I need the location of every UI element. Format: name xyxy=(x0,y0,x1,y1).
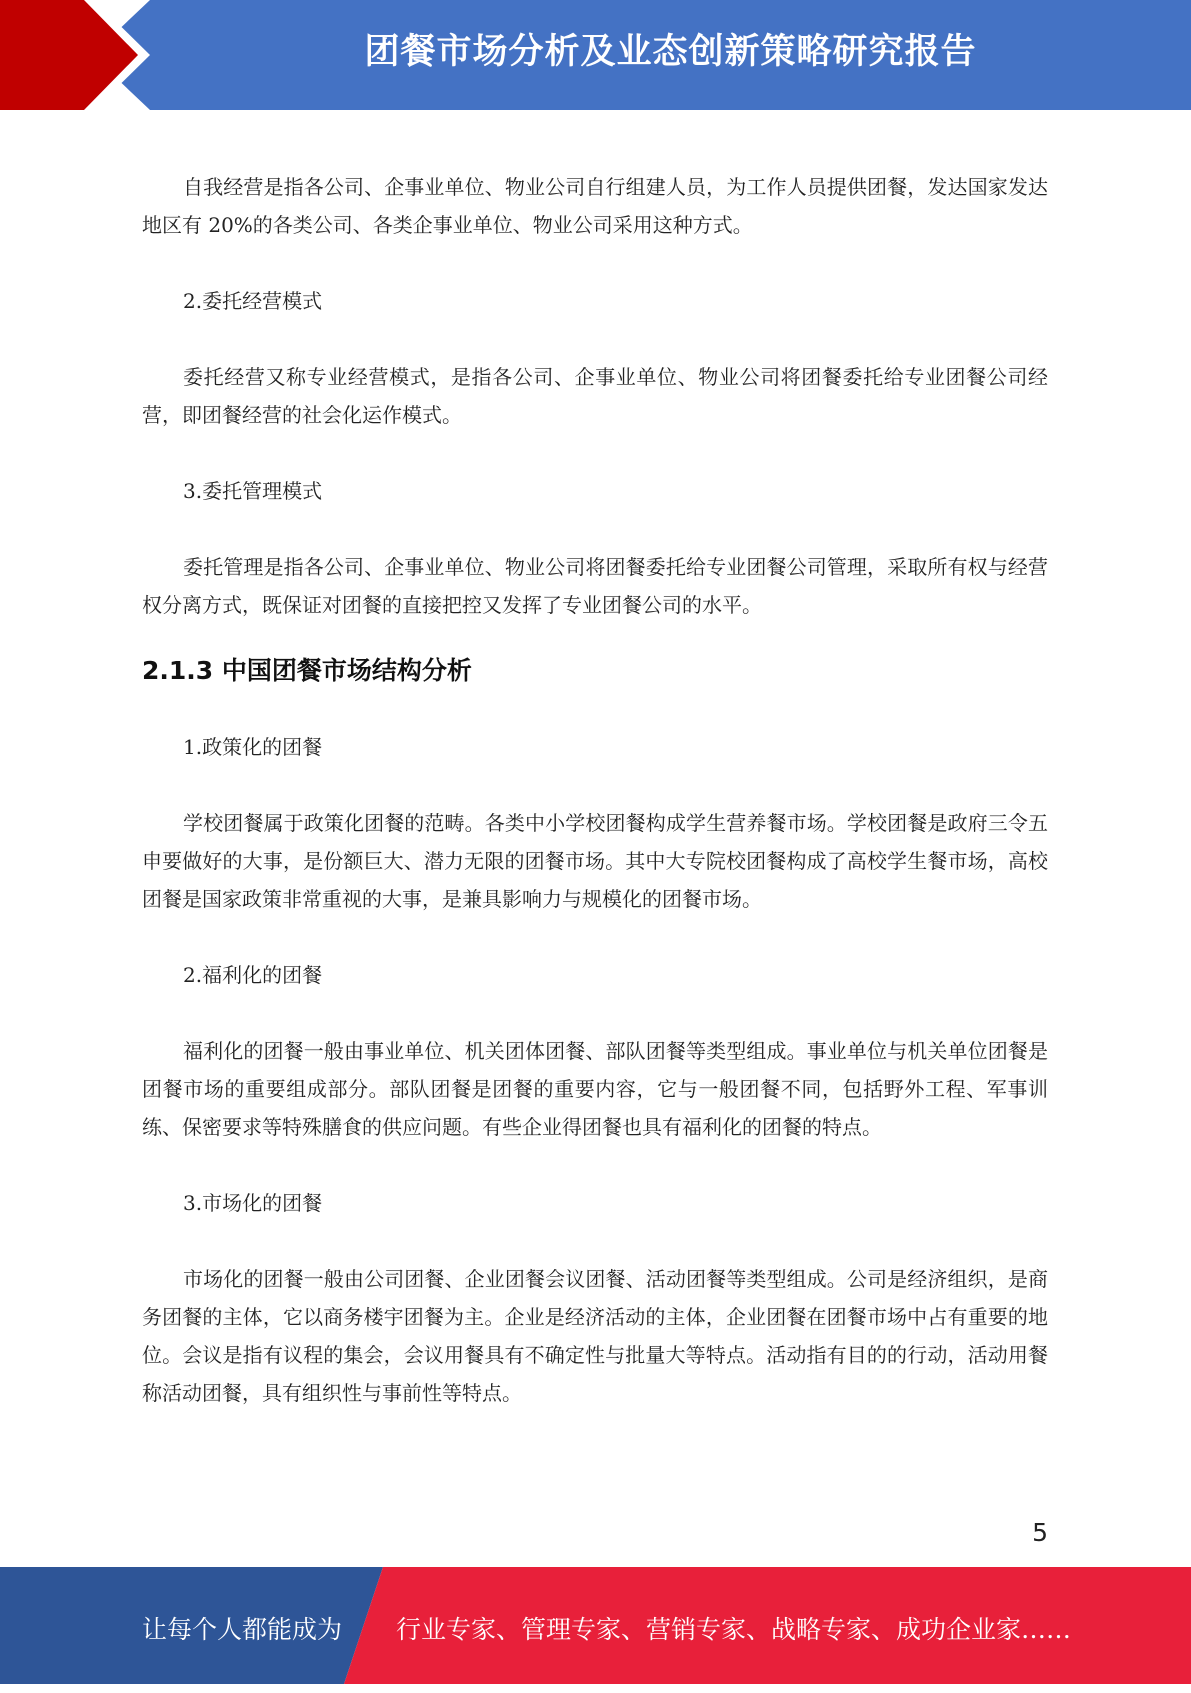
paragraph-entrusted-management: 委托管理是指各公司、企事业单位、物业公司将团餐委托给专业团餐公司管理，采取所有权与经营权分离方式，既保证对团餐的直接把控又发挥了专业团餐公司的水平。 xyxy=(142,555,1048,617)
list-item-entrusted-operation: 2.委托经营模式 xyxy=(183,289,323,313)
report-title: 团餐市场分析及业态创新策略研究报告 xyxy=(364,32,977,72)
paragraph-self-operation: 自我经营是指各公司、企事业单位、物业公司自行组建人员，为工作人员提供团餐，发达国家发达地区有 20%的各类公司、各类企事业单位、物业公司采用这种方式。 xyxy=(142,175,1048,237)
paragraph-entrusted-operation: 委托经营又称专业经营模式，是指各公司、企事业单位、物业公司将团餐委托给专业团餐公司经营，即团餐经营的社会化运作模式。 xyxy=(142,365,1048,427)
list-item-entrusted-management: 3.委托管理模式 xyxy=(183,479,323,503)
page-number: 5 xyxy=(1032,1518,1048,1547)
page-footer xyxy=(0,1567,1191,1684)
list-item-policy-catering: 1.政策化的团餐 xyxy=(183,735,323,759)
page-header xyxy=(0,0,1191,110)
list-item-market-catering: 3.市场化的团餐 xyxy=(183,1191,323,1215)
paragraph-welfare-catering: 福利化的团餐一般由事业单位、机关团体团餐、部队团餐等类型组成。事业单位与机关单位团餐是团餐市场的重要组成部分。部队团餐是团餐的重要内容，它与一般团餐不同，包括野外工程、军事训练、保密要求等特殊膳食的供应问题。有些企业得团餐也具有福利化的团餐的特点。 xyxy=(142,1039,1048,1139)
paragraph-policy-catering: 学校团餐属于政策化团餐的范畴。各类中小学校团餐构成学生营养餐市场。学校团餐是政府三令五申要做好的大事，是份额巨大、潜力无限的团餐市场。其中大专院校团餐构成了高校学生餐市场，高校团餐是国家政策非常重视的大事，是兼具影响力与规模化的团餐市场。 xyxy=(142,811,1048,911)
footer-slogan-right: 行业专家、管理专家、营销专家、战略专家、成功企业家…… xyxy=(396,1615,1072,1644)
page-body xyxy=(142,168,1048,1412)
paragraph-market-catering: 市场化的团餐一般由公司团餐、企业团餐会议团餐、活动团餐等类型组成。公司是经济组织，是商务团餐的主体，它以商务楼宇团餐为主。企业是经济活动的主体，企业团餐在团餐市场中占有重要的地位。会议是指有议程的集会，会议用餐具有不确定性与批量大等特点。活动指有目的的行动，活动用餐称活动团餐，具有组织性与事前性等特点。 xyxy=(142,1267,1048,1405)
section-heading: 2.1.3 中国团餐市场结构分析 xyxy=(142,656,472,685)
footer-slogan-left: 让每个人都能成为 xyxy=(142,1615,343,1644)
list-item-welfare-catering: 2.福利化的团餐 xyxy=(183,963,323,987)
